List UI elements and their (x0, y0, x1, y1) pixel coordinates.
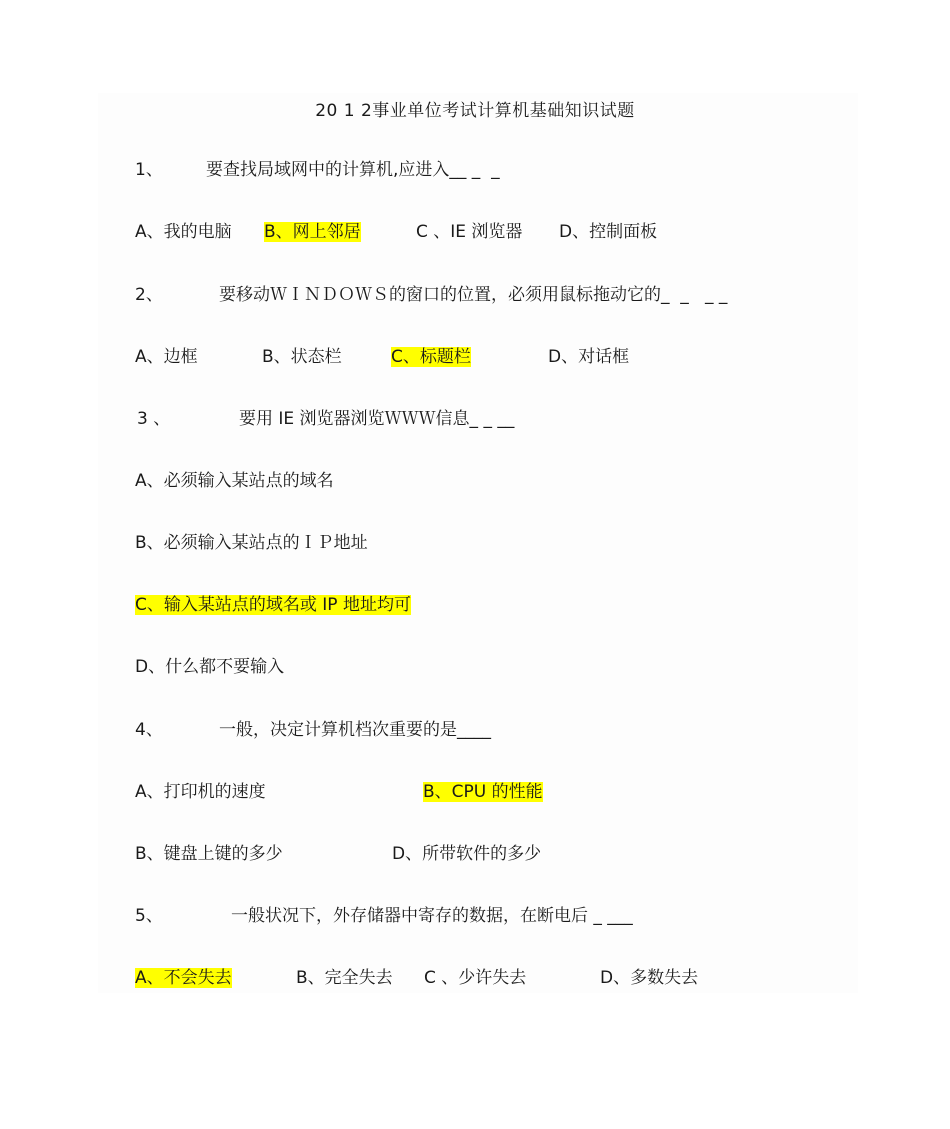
question-1-option-d: D、控制面板 (559, 222, 658, 242)
question-4-option-c: B、键盘上键的多少 (135, 844, 283, 864)
question-2-stem: 要移动ＷＩＮＤＯＷＳ的窗口的位置，必须用鼠标拖动它的_ _ _ _ (219, 285, 728, 305)
question-4-option-d: D、所带软件的多少 (392, 844, 542, 864)
question-5-option-d: D、多数失去 (600, 968, 699, 988)
answer-highlight: C、标题栏 (391, 347, 471, 367)
question-2-number: 2、 (135, 285, 163, 305)
question-4-option-b-answer (423, 780, 543, 804)
document-title: 20 1 2事业单位考试计算机基础知识试题 (315, 101, 635, 121)
question-1-option-a: A、我的电脑 (135, 222, 232, 242)
answer-highlight: B、CPU 的性能 (423, 782, 543, 802)
question-1-option-c: C 、IE 浏览器 (416, 222, 523, 242)
question-2-option-a: A、边框 (135, 347, 198, 367)
question-5-option-c: C 、少许失去 (424, 968, 527, 988)
question-2-option-b: B、状态栏 (262, 347, 342, 367)
question-3-option-d: D、什么都不要输入 (135, 657, 285, 677)
question-3-number: 3 、 (137, 409, 171, 429)
answer-highlight: C、输入某站点的域名或 IP 地址均可 (135, 595, 411, 615)
question-2-option-c-answer (391, 345, 471, 369)
question-4-option-a: A、打印机的速度 (135, 782, 266, 802)
question-3-option-c-answer (135, 593, 411, 617)
question-4-number: 4、 (135, 720, 163, 740)
question-5-number: 5、 (135, 906, 163, 926)
question-1-option-b-answer (264, 220, 361, 244)
question-1-number: 1、 (135, 160, 163, 180)
answer-highlight: A、不会失去 (135, 968, 232, 988)
question-5-option-a-answer (135, 966, 232, 990)
question-3-option-a: A、必须输入某站点的域名 (135, 471, 334, 491)
question-4-stem: 一般，决定计算机档次重要的是____ (219, 720, 491, 740)
question-1-stem: 要查找局域网中的计算机,应进入__ _ _ (206, 160, 500, 180)
answer-highlight: B、网上邻居 (264, 222, 361, 242)
question-2-option-d: D、对话框 (548, 347, 630, 367)
question-3-option-b: B、必须输入某站点的ＩＰ地址 (135, 533, 368, 553)
question-5-option-b: B、完全失去 (296, 968, 393, 988)
question-3-stem: 要用 IE 浏览器浏览ＷＷＷ信息_ _ __ (239, 409, 515, 429)
question-5-stem: 一般状况下，外存储器中寄存的数据，在断电后 _ ___ (231, 906, 633, 926)
